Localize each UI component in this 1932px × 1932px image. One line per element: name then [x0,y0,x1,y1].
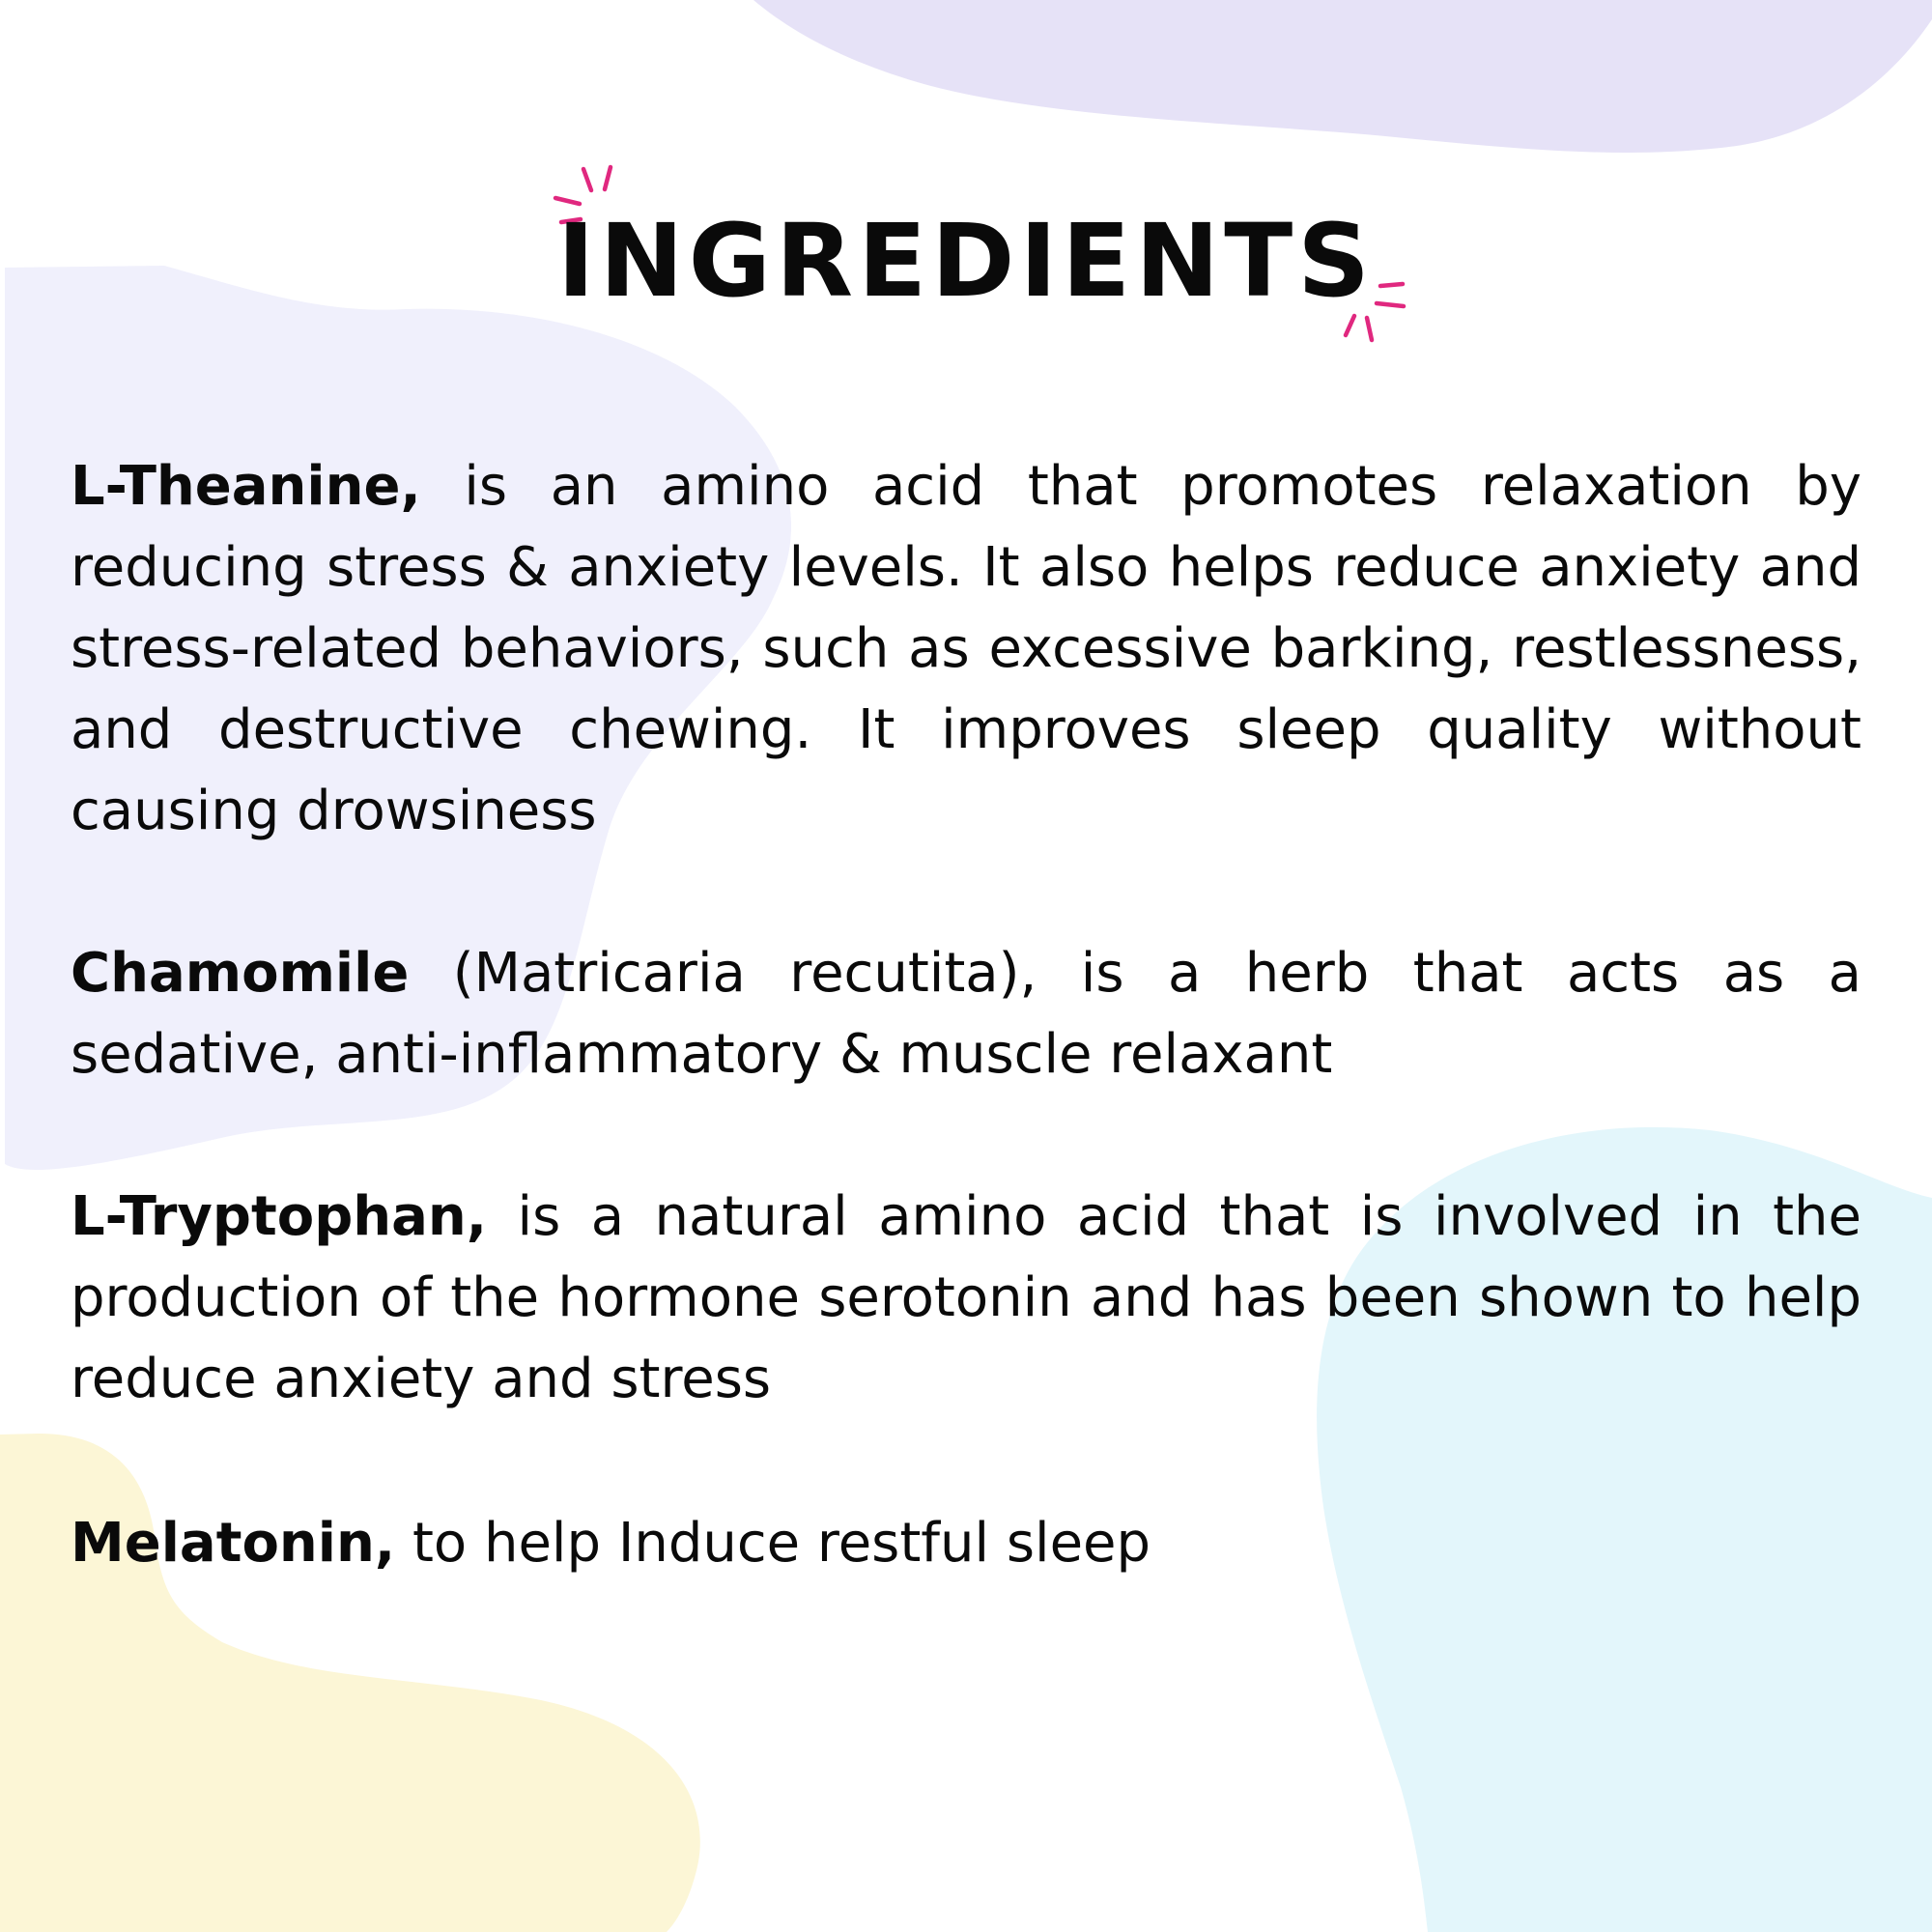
ingredient-description: is a natural amino acid that is involved in the production of the hormone serotonin and has been shown to help reduce anxiety and stress [71,1185,1861,1410]
ingredient-l-tryptophan [71,1177,1861,1420]
ingredient-melatonin [71,1503,1861,1584]
ingredient-description: (Matricaria recutita), is a herb that acts as a sedative, anti-inflammatory & muscle relaxant [71,942,1861,1086]
ingredient-description: is an amino acid that promotes relaxation by reducing stress & anxiety levels. It also helps reduce anxiety and stress-related behaviors, such as excessive barking, restlessness, and destructive chewing. It improves sleep quality without causing drowsiness [71,455,1861,842]
ingredient-name: Chamomile [71,942,410,1005]
page-title: INGREDIENTS [556,202,1376,320]
ingredient-description: to help Induce restful sleep [395,1512,1151,1575]
ingredient-name: L-Tryptophan, [71,1185,488,1248]
ingredient-name: L-Theanine, [71,455,421,518]
ingredient-l-theanine [71,446,1861,852]
ingredient-name: Melatonin, [71,1512,396,1575]
ingredient-chamomile [71,933,1861,1095]
